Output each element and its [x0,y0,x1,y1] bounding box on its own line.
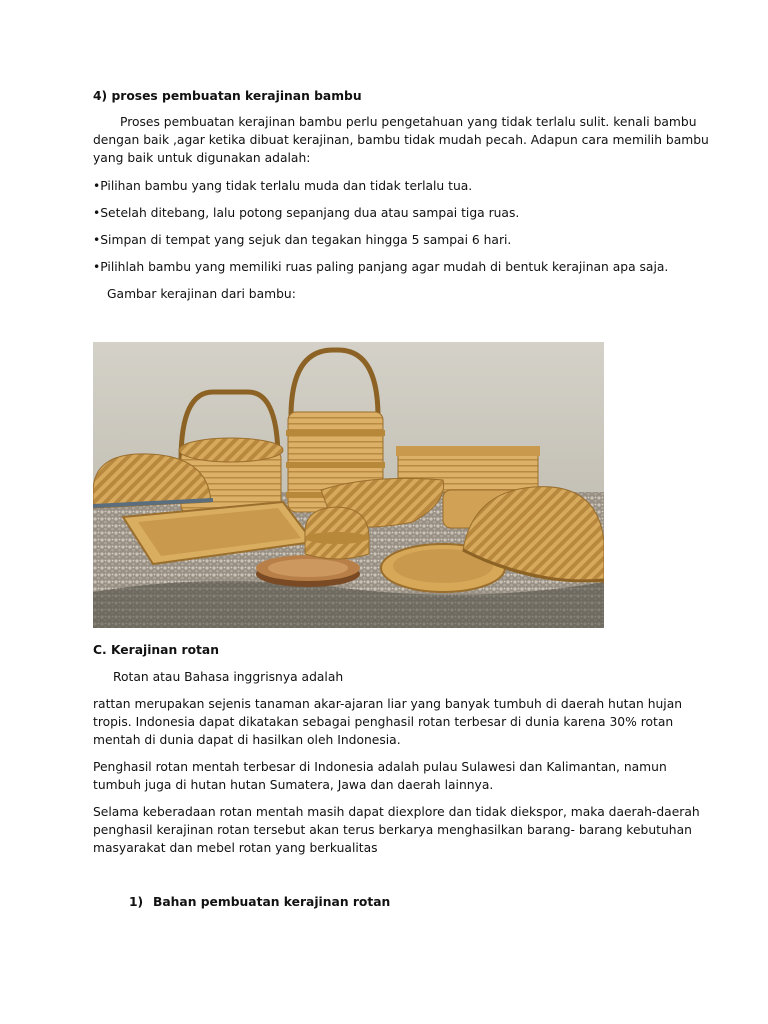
bullet-item-3: •Simpan di tempat yang sejuk dan tegakan hingga 5 sampai 6 hari. [93,233,512,247]
section-c-heading: C. Kerajinan rotan [93,643,219,657]
section-heading: 4) proses pembuatan kerajinan bambu [93,89,362,103]
rotan-p1-line-2: rattan merupakan sejenis tanaman akar-ajaran liar yang banyak tumbuh di daerah hutan hujan [93,697,683,711]
rotan-p2-line-1: Penghasil rotan mentah terbesar di Indonesia adalah pulau Sulawesi dan Kalimantan, namun [93,760,667,774]
subheading-number: 1) [129,895,144,909]
rotan-p1-line-1: Rotan atau Bahasa inggrisnya adalah [113,670,344,684]
subheading-title: Bahan pembuatan kerajinan rotan [153,895,391,909]
intro-line-2: dengan baik ,agar ketika dibuat kerajinan, bambu tidak mudah pecah. Adapun cara memilih bambu [93,133,709,147]
intro-line-1: Proses pembuatan kerajinan bambu perlu pengetahuan yang tidak terlalu sulit. kenali bambu [120,115,697,129]
rotan-p3-line-2: penghasil kerajinan rotan tersebut akan terus berkarya menghasilkan barang- barang kebutuhan [93,823,692,837]
rotan-p2-line-2: tumbuh juga di hutan hutan Sumatera, Jawa dan daerah lainnya. [93,778,494,792]
rotan-p3-line-1: Selama keberadaan rotan mentah masih dapat diexplore dan tidak diekspor, maka daerah-daerah [93,805,700,819]
rotan-p3-line-3: masyarakat dan mebel rotan yang berkualitas [93,841,378,855]
bullet-item-4: •Pilihlah bambu yang memiliki ruas paling panjang agar mudah di bentuk kerajinan apa saja. [93,260,669,274]
rotan-p1-line-3: tropis. Indonesia dapat dikatakan sebagai penghasil rotan terbesar di dunia karena 30% rotan [93,715,674,729]
intro-line-3: yang baik untuk digunakan adalah: [93,151,311,165]
rotan-p1-line-4: mentah di dunia dapat di hasilkan oleh Indonesia. [93,733,401,747]
gallery-caption: Gambar kerajinan dari bambu: [107,287,296,301]
bamboo-crafts-photo [93,342,604,628]
bullet-item-1: •Pilihan bambu yang tidak terlalu muda dan tidak terlalu tua. [93,179,473,193]
bullet-item-2: •Setelah ditebang, lalu potong sepanjang dua atau sampai tiga ruas. [93,206,520,220]
